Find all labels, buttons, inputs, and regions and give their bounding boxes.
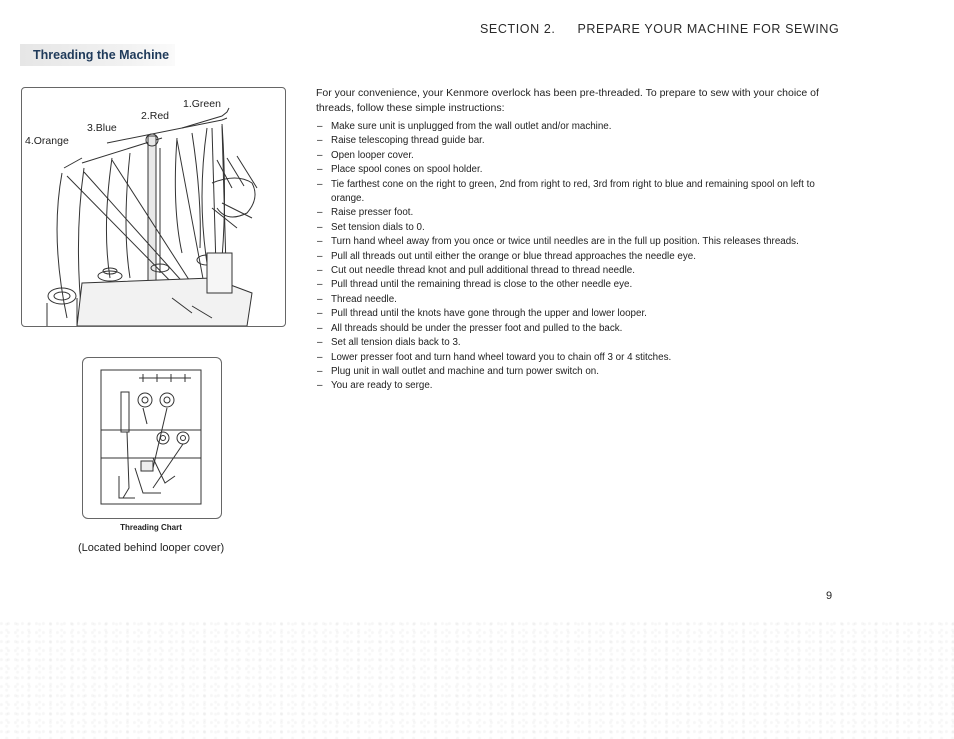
- instruction-step: – Cut out needle thread knot and pull additional thread to thread needle.: [316, 264, 821, 278]
- instruction-list: [316, 120, 821, 394]
- location-note: (Located behind looper cover): [78, 542, 225, 554]
- label-red: 2.Red: [141, 110, 170, 122]
- chart-caption: Threading Chart: [120, 523, 182, 532]
- threading-illustration: [21, 87, 286, 327]
- scan-speckle: [0, 620, 954, 739]
- threading-chart-drawing: [83, 358, 221, 518]
- instruction-step: – Raise presser foot.: [316, 206, 821, 220]
- instruction-step: – Pull thread until the knots have gone through the upper and lower looper.: [316, 307, 821, 321]
- section-title: PREPARE YOUR MACHINE FOR SEWING: [577, 22, 840, 36]
- instruction-step: – You are ready to serge.: [316, 379, 821, 393]
- instruction-step: – Raise telescoping thread guide bar.: [316, 134, 821, 148]
- machine-drawing: [22, 88, 285, 326]
- page-title: Threading the Machine: [33, 48, 170, 62]
- threading-chart: [82, 357, 222, 519]
- instruction-step: – Lower presser foot and turn hand wheel toward you to chain off 3 or 4 stitches.: [316, 351, 821, 365]
- instruction-step: – Set all tension dials back to 3.: [316, 336, 821, 350]
- section-header: [480, 22, 880, 36]
- instruction-step: – Tie farthest cone on the right to green, 2nd from right to red, 3rd from right to blue and remaining spool on left to orange.: [316, 178, 821, 207]
- instruction-step: – Thread needle.: [316, 293, 821, 307]
- instruction-step: – Set tension dials to 0.: [316, 221, 821, 235]
- instruction-step: – Make sure unit is unplugged from the wall outlet and/or machine.: [316, 120, 821, 134]
- instruction-step: – Pull all threads out until either the orange or blue thread approaches the needle eye.: [316, 250, 821, 264]
- page-number: 9: [826, 590, 833, 602]
- instruction-step: – Turn hand wheel away from you once or twice until needles are in the full up position. This releases threads.: [316, 235, 821, 249]
- label-blue: 3.Blue: [87, 122, 117, 134]
- instruction-step: – Plug unit in wall outlet and machine and turn power switch on.: [316, 365, 821, 379]
- label-green: 1.Green: [183, 98, 221, 110]
- label-orange: 4.Orange: [25, 135, 69, 147]
- instruction-step: – Place spool cones on spool holder.: [316, 163, 821, 177]
- instruction-step: – All threads should be under the presser foot and pulled to the back.: [316, 322, 821, 336]
- instruction-step: – Open looper cover.: [316, 149, 821, 163]
- intro-paragraph: For your convenience, your Kenmore overlock has been pre-threaded. To prepare to sew with your choice of threads, follow these simple instructions:: [316, 87, 819, 114]
- instruction-step: – Pull thread until the remaining thread is close to the other needle eye.: [316, 278, 821, 292]
- section-number: SECTION 2.: [480, 22, 556, 36]
